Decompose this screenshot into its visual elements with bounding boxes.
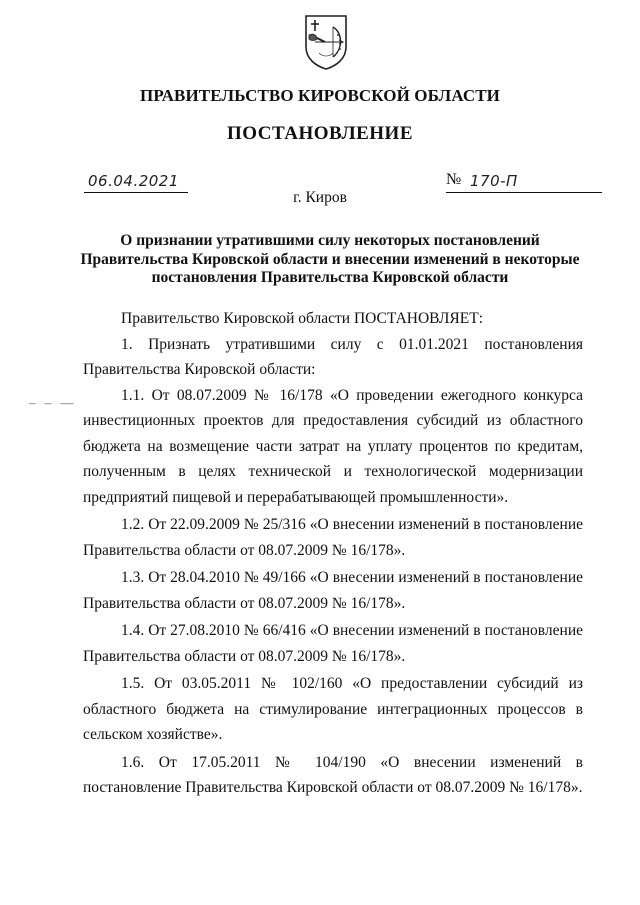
document-number: 170-П — [470, 172, 518, 190]
document-date: 06.04.2021 — [88, 172, 179, 190]
document-subject — [70, 232, 590, 288]
document-body — [83, 306, 583, 801]
item-1-2-paragraph: 1.2. От 22.09.2009 № 25/316 «О внесении изменений в постановление Правительства области от 08.07.2009 № 16/178». — [83, 516, 583, 559]
margin-mark: – – — — [29, 395, 77, 410]
item-1-1-paragraph: 1.1. От 08.07.2009 № 16/178 «О проведении ежегодного конкурса инвестиционных проектов для предоставления субсидий из областного бюджета на возмещение части затрат на уплату процентов по кредитам, полученным в целях технической и технологической модернизации предприятий пищевой и перерабатывающей промышленности». — [83, 386, 583, 506]
document-type-title: ПОСТАНОВЛЕНИЕ — [226, 123, 414, 144]
subject-line-1: О признании утратившими силу некоторых постановлений — [120, 232, 540, 249]
subject-line-3: постановления Правительства Кировской области — [151, 269, 509, 286]
number-sign: № — [446, 171, 462, 188]
item-1-5-paragraph: 1.5. От 03.05.2011 № 102/160 «О предоставлении субсидий из областного бюджета на стимулирование интеграционных процессов в сельском хозяйстве». — [83, 675, 583, 743]
item-1-paragraph: 1. Признать утратившими силу с 01.01.2021 постановления Правительства Кировской области: — [83, 335, 583, 378]
item-1-4-paragraph: 1.4. От 27.08.2010 № 66/416 «О внесении изменений в постановление Правительства области от 08.07.2009 № 16/178». — [83, 622, 583, 665]
item-1-3-paragraph: 1.3. От 28.04.2010 № 49/166 «О внесении изменений в постановление Правительства области от 08.07.2009 № 16/178». — [83, 569, 583, 612]
document-city: г. Киров — [293, 189, 347, 206]
government-title: ПРАВИТЕЛЬСТВО КИРОВСКОЙ ОБЛАСТИ — [140, 86, 500, 105]
preamble-paragraph: Правительство Кировской области ПОСТАНОВЛЯЕТ: — [121, 310, 484, 327]
subject-line-2: Правительства Кировской области и внесении изменений в некоторые — [80, 250, 580, 268]
item-1-6-paragraph: 1.6. От 17.05.2011 № 104/190 «О внесении изменений в постановление Правительства Кировской области от 08.07.2009 № 16/178». — [83, 753, 583, 796]
kirov-coat-of-arms-icon — [303, 13, 349, 71]
